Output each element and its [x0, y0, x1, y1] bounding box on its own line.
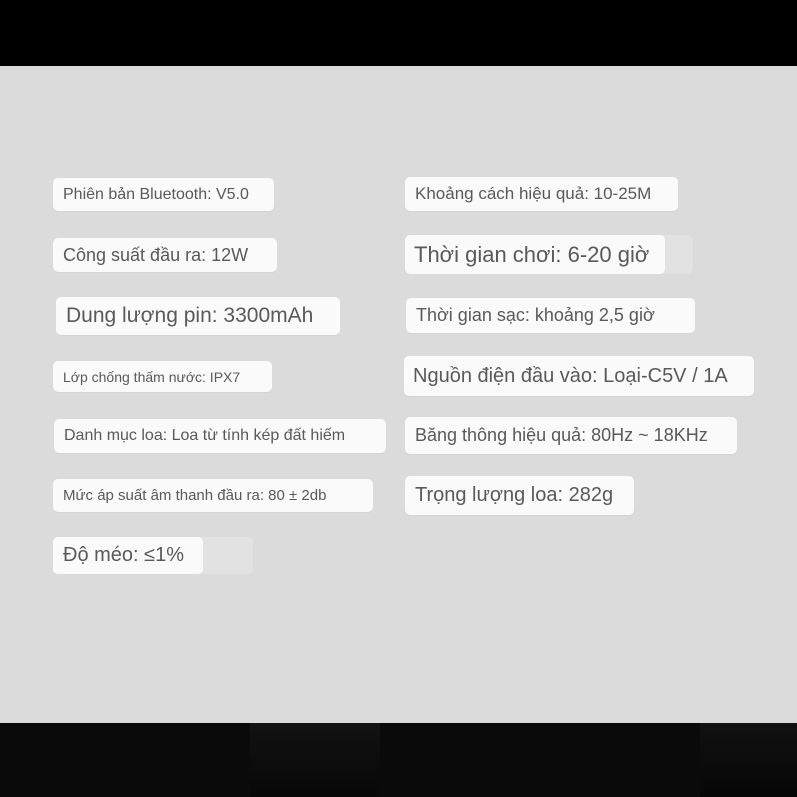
- spec-spl-text: Mức áp suất âm thanh đầu ra: 80 ± 2db: [63, 487, 327, 504]
- spec-charge-time: [406, 298, 695, 333]
- spec-battery-text: Dung lượng pin: 3300mAh: [66, 304, 314, 327]
- spec-distortion-box: [53, 537, 203, 574]
- spec-weight: [405, 476, 634, 515]
- spec-play-time-box: [405, 235, 665, 274]
- spec-speaker-type-text: Danh mục loa: Loa từ tính kép đất hiếm: [64, 427, 346, 444]
- bottom-shadow: [250, 723, 380, 797]
- spec-input-power-text: Nguồn điện đầu vào: Loại-C5V / 1A: [413, 364, 728, 387]
- spec-range: [405, 177, 678, 211]
- spec-speaker-type: [54, 419, 386, 453]
- spec-play-time: [405, 235, 693, 274]
- spec-bandwidth-text: Băng thông hiệu quả: 80Hz ~ 18KHz: [415, 425, 708, 445]
- spec-bandwidth: [405, 417, 737, 454]
- spec-weight-text: Trọng lượng loa: 282g: [415, 484, 614, 506]
- spec-spl: [53, 479, 373, 512]
- spec-range-text: Khoảng cách hiệu quả: 10-25M: [415, 184, 652, 203]
- spec-distortion: [53, 537, 253, 574]
- spec-waterproof-text: Lớp chống thấm nước: IPX7: [63, 368, 241, 385]
- top-black-bar: [0, 0, 797, 66]
- spec-bluetooth: [53, 178, 274, 211]
- spec-charge-time-text: Thời gian sạc: khoảng 2,5 giờ: [416, 305, 655, 325]
- spec-bluetooth-text: Phiên bản Bluetooth: V5.0: [63, 185, 249, 203]
- spec-output-power-text: Công suất đầu ra: 12W: [63, 244, 249, 265]
- spec-input-power: [404, 356, 754, 396]
- spec-output-power: [53, 238, 277, 272]
- bottom-shadow-right: [700, 723, 797, 797]
- spec-battery: [56, 297, 340, 335]
- spec-distortion-text: Độ méo: ≤1%: [63, 544, 185, 566]
- bottom-black-bar: [0, 723, 797, 797]
- spec-play-time-text: Thời gian chơi: 6-20 giờ: [414, 241, 650, 267]
- spec-waterproof: [53, 361, 272, 392]
